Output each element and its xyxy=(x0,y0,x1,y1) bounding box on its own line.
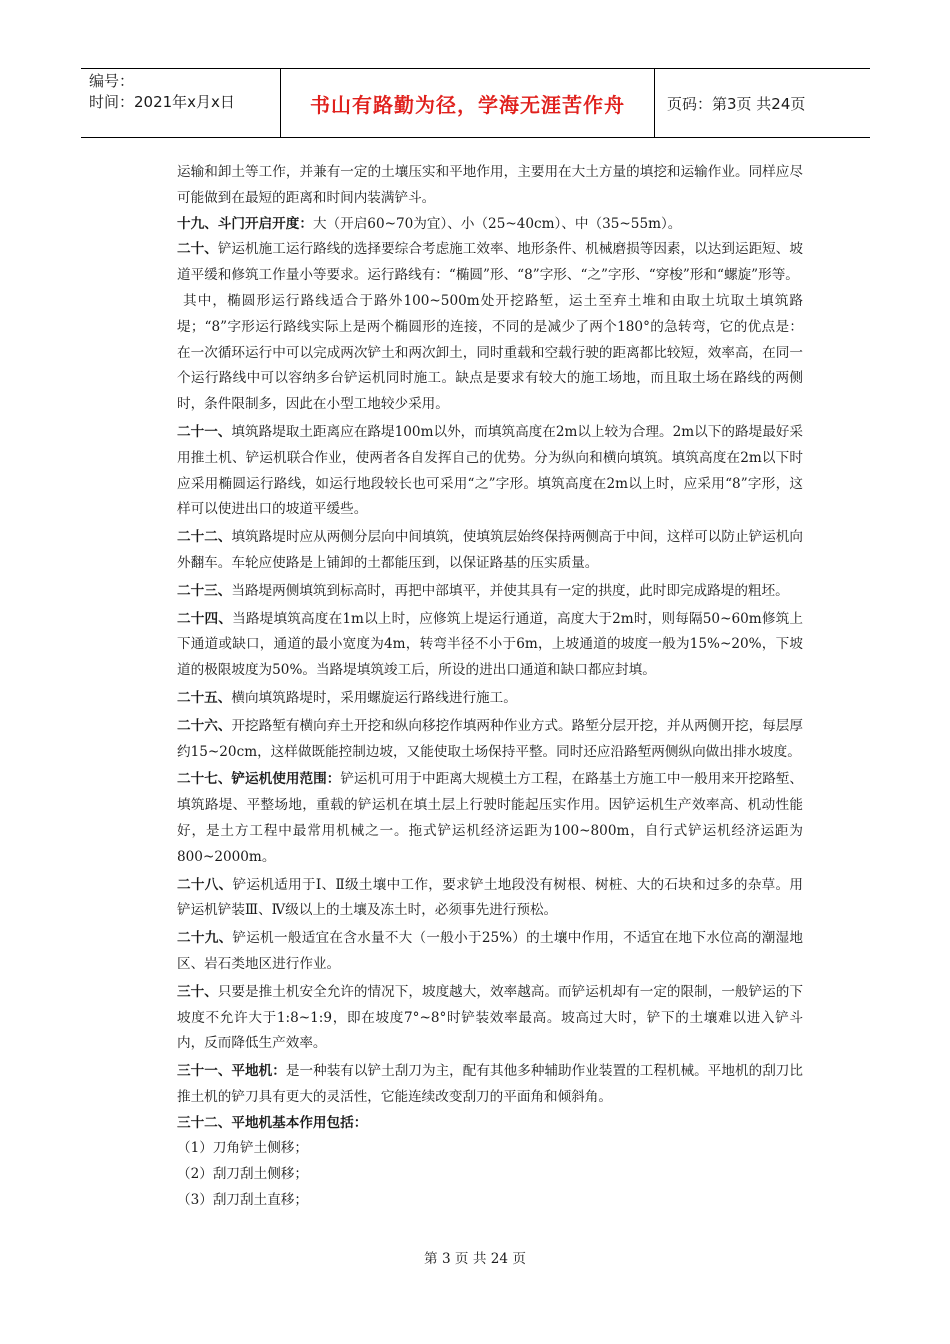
page-footer xyxy=(0,1247,950,1267)
paragraph-27: 二十七、铲运机使用范围：铲运机可用于中距离大规模土方工程，在路基土方施工中一般用来开挖路堑、填筑路堤、平整场地，重载的铲运机在填土层上行驶时能起压实作用。因铲运机生产效率高、机动性能好，是土方工程中最常用机械之一。拖式铲运机经济运距为100~800m，自行式铲运机经济运距为800~2000m。 xyxy=(177,771,804,865)
header-page-label: 页码：第3页 共24页 xyxy=(667,94,806,113)
paragraph-20-detail: 其中，椭圆形运行路线适合于路外100~500m处开挖路堑，运土至弃土堆和由取土坑取土填筑路堤；“8”字形运行路线实际上是两个椭圆形的连接，不同的是减少了两个180°的急转弯，它的优点是：在一次循环运行中可以完成两次铲土和两次卸土，同时重载和空载行驶的距离都比较短，效率高，在同一个运行路线中可以容纳多台铲运机同时施工。缺点是要求有较大的施工场地，而且取土场在路线的两侧时，条件限制多，因此在小型工地较少采用。 xyxy=(177,292,803,413)
paragraph-28: 二十八、铲运机适用于Ⅰ、Ⅱ级土壤中工作，要求铲土地段没有树根、树桩、大的石块和过多的杂草。用铲运机铲装Ⅲ、Ⅳ级以上的土壤及冻土时，必须事先进行预松。 xyxy=(177,876,804,919)
paragraph-32: 三十二、平地机基本作用包括： xyxy=(177,1114,368,1131)
paragraph-25: 二十五、横向填筑路堤时，采用螺旋运行路线进行施工。 xyxy=(177,689,517,706)
paragraph-21: 二十一、填筑路堤取土距离应在路堤100m以外，而填筑高度在2m以上较为合理。2m以下的路堤最好采用推土机、铲运机联合作业，使两者各自发挥自己的优势。分为纵向和横向填筑。填筑高度在2m以下时应采用椭圆运行路线，如运行地段较长也可采用“之”字形。填筑高度在2m以上时，应采用“8”字形，这样可以使进出口的坡道平缓些。 xyxy=(177,423,803,518)
paragraph-29: 二十九、铲运机一般适宜在含水量不大（一般小于25%）的土壤中作用，不适宜在地下水位高的潮湿地区、岩石类地区进行作业。 xyxy=(177,930,803,972)
paragraph-31: 三十一、平地机：是一种装有以铲土刮刀为主，配有其他多种辅助作业装置的工程机械。平地机的刮刀比推土机的铲刀具有更大的灵活性，它能连续改变刮刀的平面角和倾斜角。 xyxy=(177,1063,803,1105)
number-label: 编号： xyxy=(89,72,135,90)
paragraph: 运输和卸土等工作，并兼有一定的土壤压实和平地作用，主要用在大土方量的填挖和运输作业。同样应尽可能做到在最短的距离和时间内装满铲斗。 xyxy=(177,164,803,206)
paragraph-23: 二十三、当路堤两侧填筑到标高时，再把中部填平，并使其具有一定的拱度，此时即完成路堤的粗坯。 xyxy=(177,582,789,599)
footer-page-number: 第 3 页 共 24 页 xyxy=(424,1251,526,1267)
header-meta xyxy=(81,69,281,137)
paragraph-19: 十九、斗门开启开度：大（开启60~70为宜）、小（25~40cm）、中（35~55m）。 xyxy=(177,215,682,232)
list-item: （3）刮刀刮土直移； xyxy=(177,1192,308,1209)
paragraph-20: 二十、铲运机施工运行路线的选择要综合考虑施工效率、地形条件、机械磨损等因素，以达到运距短、坡道平缓和修筑工作量小等要求。运行路线有：“椭圆”形、“8”字形、“之”字形、“穿梭”形和“螺旋”形等。 xyxy=(177,241,803,284)
paragraph-30: 三十、只要是推土机安全允许的情况下，坡度越大，效率越高。而铲运机却有一定的限制，一般铲运的下坡度不允许大于1:8~1:9，即在坡度7°~8°时铲装效率最高。坡高过大时，铲下的土壤难以进入铲斗内，反而降低生产效率。 xyxy=(177,983,803,1052)
list-item: （2）刮刀刮土侧移； xyxy=(177,1166,308,1183)
date-label: 时间：2021年x月x日 xyxy=(89,93,235,111)
page-header xyxy=(81,68,870,138)
paragraph-24: 二十四、当路堤填筑高度在1m以上时，应修筑上堤运行通道，高度大于2m时，则每隔50~60m修筑上下通道或缺口，通道的最小宽度为4m，转弯半径不小于6m，上坡通道的坡度一般为15%~20%，下坡道的极限坡度为50%。当路堤填筑竣工后，所设的进出口通道和缺口都应封填。 xyxy=(177,610,803,679)
paragraph-22: 二十二、填筑路堤时应从两侧分层向中间填筑，使填筑层始终保持两侧高于中间，这样可以防止铲运机向外翻车。车轮应使路是上铺卸的土都能压到，以保证路基的压实质量。 xyxy=(177,529,803,571)
paragraph-26: 二十六、开挖路堑有横向弃土开挖和纵向移挖作填两种作业方式。路堑分层开挖，并从两侧开挖，每层厚约15~20cm，这样做既能控制边坡，又能使取土场保持平整。同时还应沿路堑两侧纵向做出排水坡度。 xyxy=(177,717,803,760)
list-item: （1）刀角铲土侧移； xyxy=(177,1140,308,1157)
header-motto: 书山有路勤为径，学海无涯苦作舟 xyxy=(281,69,655,137)
document-body xyxy=(177,160,803,1214)
